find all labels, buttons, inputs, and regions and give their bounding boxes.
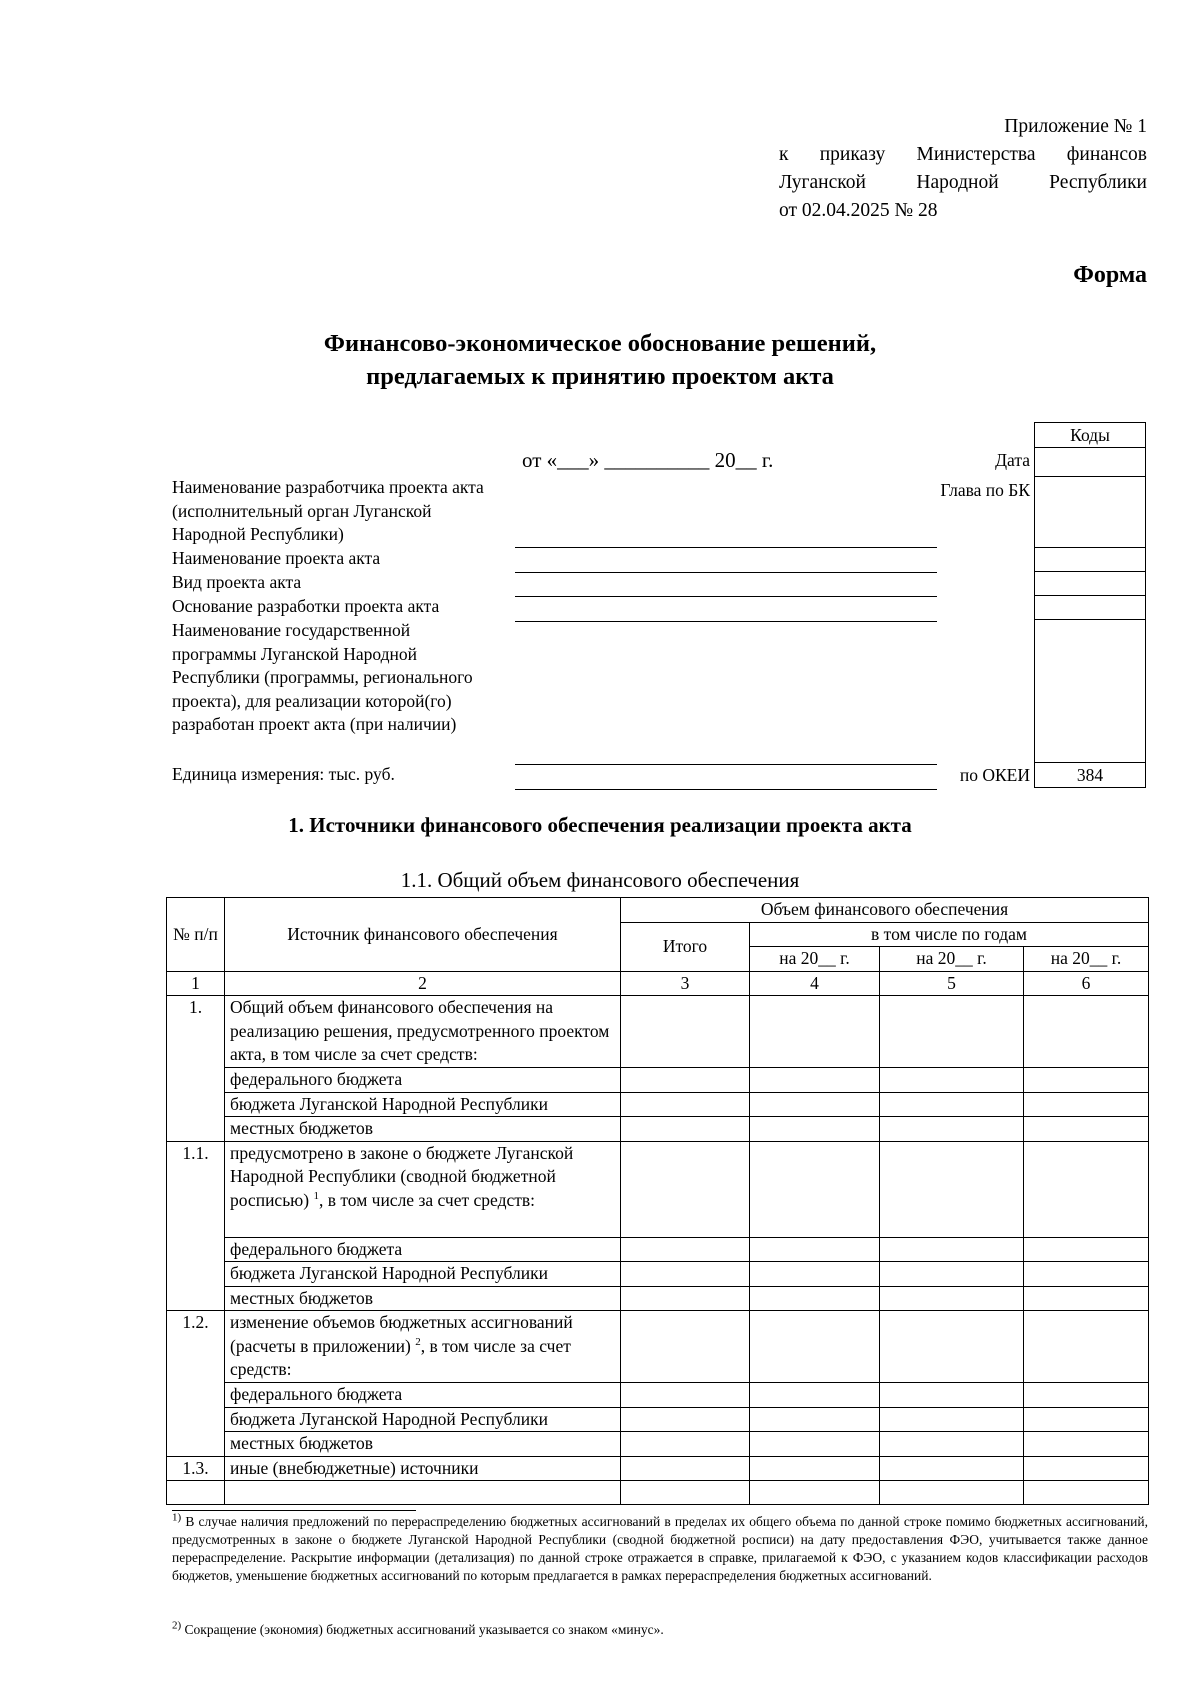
date-line[interactable]: от «___» __________ 20__ г. — [522, 448, 774, 472]
table-row — [167, 1383, 1149, 1408]
title-line1: Финансово-экономическое обоснование решений, — [323, 330, 877, 357]
value-cell[interactable] — [621, 1141, 750, 1237]
header-num: № п/п — [167, 898, 225, 972]
code-okei-cell: 384 — [1035, 763, 1146, 788]
header-year-3: на 20__ г. — [1024, 947, 1149, 972]
row-source — [225, 1311, 621, 1383]
code-act-name-cell[interactable] — [1035, 548, 1146, 572]
section1-title: 1. Источники финансового обеспечения реализации проекта акта — [288, 813, 912, 837]
row-source: местных бюджетов — [225, 1432, 621, 1457]
program-label: Наименование государственной программы Луганской Народной Республики (программы, регионального проекта), для реализации которой(го) разработан проект акта (при наличии) — [172, 620, 473, 734]
code-basis-cell[interactable] — [1035, 596, 1146, 620]
table-row — [167, 1432, 1149, 1457]
table-row — [167, 1456, 1149, 1481]
act-name-label: Наименование проекта акта — [172, 548, 381, 568]
value-cell[interactable] — [880, 1262, 1024, 1287]
table-row — [167, 1311, 1149, 1383]
row-source: Общий объем финансового обеспечения на реализацию решения, предусмотренного проектом акта, в том числе за счет средств: — [225, 996, 621, 1068]
unit-label: Единица измерения: тыс. руб. — [172, 764, 395, 784]
col-number: 4 — [750, 971, 880, 996]
value-cell[interactable] — [621, 1481, 750, 1505]
footnote-2-text: Сокращение (экономия) бюджетных ассигнований указывается со знаком «минус». — [184, 1622, 664, 1637]
value-cell[interactable] — [750, 1481, 880, 1505]
value-cell[interactable] — [750, 1262, 880, 1287]
value-cell[interactable] — [1024, 1286, 1149, 1311]
appendix-word: к — [779, 144, 789, 165]
header-year-1: на 20__ г. — [750, 947, 880, 972]
document-title — [0, 327, 1200, 393]
value-cell[interactable] — [880, 1432, 1024, 1457]
header-total: Итого — [621, 922, 750, 971]
footnote-1 — [172, 1513, 1148, 1585]
footnote-1-text: В случае наличия предложений по перераспределению бюджетных ассигнований в пределах их общего объема по данной строке помимо бюджетных ассигнований, предусмотренных в законе о бюджете Луганской Народной Республики (сводной бюджетной росписи) на дату предоставления ФЭО, учитывается также данное перераспределение. Раскрытие информации (детализация) по данной строке отражается в справке, прилагаемой к ФЭО, с указанием кодов классификации расходов бюджетов, уменьшение бюджетных ассигнований по которым предлагается в рамках перераспределения бюджетных ассигнований. — [172, 1514, 1148, 1583]
appendix-word: Народной — [916, 172, 999, 193]
value-cell[interactable] — [621, 1383, 750, 1408]
value-cell[interactable] — [1024, 1068, 1149, 1093]
value-cell[interactable] — [880, 1481, 1024, 1505]
table-row — [167, 1068, 1149, 1093]
value-cell[interactable] — [1024, 1237, 1149, 1262]
row-source: федерального бюджета — [225, 1068, 621, 1093]
value-cell[interactable] — [621, 1237, 750, 1262]
appendix-word: Луганской — [779, 172, 866, 193]
col-number: 5 — [880, 971, 1024, 996]
table-row — [167, 1407, 1149, 1432]
value-cell[interactable] — [750, 1117, 880, 1142]
appendix-word: приказу — [819, 144, 886, 165]
row-source: бюджета Луганской Народной Республики — [225, 1407, 621, 1432]
value-cell[interactable] — [621, 1456, 750, 1481]
section1-subtitle: 1.1. Общий объем финансового обеспечения — [400, 868, 800, 892]
appendix-line4: от 02.04.2025 № 28 — [779, 200, 938, 221]
row-source: иные (внебюджетные) источники — [225, 1456, 621, 1481]
value-cell[interactable] — [880, 1456, 1024, 1481]
code-chapter-cell[interactable] — [1035, 477, 1146, 548]
developer-label: Наименование разработчика проекта акта (исполнительный орган Луганской Народной Республики) — [172, 477, 484, 544]
value-cell[interactable] — [621, 1068, 750, 1093]
row-source — [225, 1141, 621, 1237]
row-source-text-after: , в том числе за счет средств: — [230, 1335, 571, 1379]
row-source-text: предусмотрено в законе о бюджете Луганской Народной Республики (сводной бюджетной росписью) — [230, 1142, 574, 1210]
header-by-years: в том числе по годам — [750, 922, 1149, 947]
table-row — [167, 1117, 1149, 1142]
value-cell[interactable] — [1024, 1262, 1149, 1287]
value-cell[interactable] — [621, 1432, 750, 1457]
title-line2: предлагаемых к принятию проектом акта — [366, 363, 834, 390]
program-field[interactable] — [515, 764, 937, 765]
value-cell[interactable] — [880, 1068, 1024, 1093]
row-source: федерального бюджета — [225, 1383, 621, 1408]
value-cell[interactable] — [750, 1141, 880, 1237]
value-cell[interactable] — [1024, 1311, 1149, 1383]
act-name-field[interactable] — [515, 572, 937, 573]
value-cell[interactable] — [750, 1068, 880, 1093]
value-cell[interactable] — [750, 1286, 880, 1311]
value-cell[interactable] — [621, 1092, 750, 1117]
value-cell[interactable] — [880, 1383, 1024, 1408]
row-source-text-after: , в том числе за счет средств: — [318, 1189, 536, 1210]
footnote-ref: 1 — [313, 1189, 319, 1202]
table-row — [167, 1237, 1149, 1262]
value-cell[interactable] — [1024, 1092, 1149, 1117]
value-cell[interactable] — [621, 1407, 750, 1432]
value-cell[interactable] — [750, 1407, 880, 1432]
value-cell[interactable] — [880, 1117, 1024, 1142]
chapter-code-label: Глава по БК — [940, 480, 1030, 500]
value-cell[interactable] — [750, 1092, 880, 1117]
appendix-block — [779, 113, 1147, 225]
footnote-1-mark: 1) — [172, 1511, 182, 1524]
row-number: 1.3. — [167, 1456, 225, 1481]
act-type-label: Вид проекта акта — [172, 572, 302, 592]
codes-table — [1034, 422, 1146, 788]
table-row — [167, 1092, 1149, 1117]
form-label: Форма — [1073, 262, 1147, 288]
row-number: 1.2. — [167, 1311, 225, 1457]
value-cell[interactable] — [750, 1237, 880, 1262]
codes-header: Коды — [1035, 423, 1146, 448]
developer-field[interactable] — [515, 547, 937, 548]
value-cell[interactable] — [750, 1311, 880, 1383]
value-cell[interactable] — [621, 1286, 750, 1311]
value-cell[interactable] — [750, 1383, 880, 1408]
value-cell[interactable] — [880, 1311, 1024, 1383]
row-source-text: изменение объемов бюджетных ассигнований (расчеты в приложении) — [230, 1312, 573, 1356]
row-source — [225, 1481, 621, 1505]
appendix-line3 — [779, 169, 1147, 197]
appendix-line2 — [779, 141, 1147, 169]
row-number — [167, 1481, 225, 1505]
value-cell[interactable] — [880, 1407, 1024, 1432]
footnote-separator — [172, 1510, 416, 1511]
footnote-2-mark: 2) — [172, 1619, 182, 1632]
row-source: федерального бюджета — [225, 1237, 621, 1262]
value-cell[interactable] — [621, 1262, 750, 1287]
table-row — [167, 1286, 1149, 1311]
appendix-line1: Приложение № 1 — [1004, 116, 1147, 137]
value-cell[interactable] — [880, 1286, 1024, 1311]
col-number: 1 — [167, 971, 225, 996]
row-source: местных бюджетов — [225, 1286, 621, 1311]
appendix-word: финансов — [1066, 144, 1147, 165]
value-cell[interactable] — [750, 996, 880, 1068]
value-cell[interactable] — [1024, 1456, 1149, 1481]
col-number: 2 — [225, 971, 621, 996]
table-row — [167, 1481, 1149, 1505]
code-act-type-cell[interactable] — [1035, 572, 1146, 596]
value-cell[interactable] — [621, 996, 750, 1068]
finance-table — [166, 897, 1149, 1505]
row-number: 1. — [167, 996, 225, 1142]
row-source: бюджета Луганской Народной Республики — [225, 1262, 621, 1287]
footnote-ref: 2 — [415, 1335, 421, 1348]
value-cell[interactable] — [750, 1432, 880, 1457]
value-cell[interactable] — [1024, 1117, 1149, 1142]
appendix-word: Министерства — [916, 144, 1036, 165]
value-cell[interactable] — [880, 1092, 1024, 1117]
header-volume: Объем финансового обеспечения — [621, 898, 1149, 923]
code-program-cell[interactable] — [1035, 620, 1146, 763]
header-source: Источник финансового обеспечения — [225, 898, 621, 972]
footnote-2 — [172, 1621, 1148, 1639]
okei-label: по ОКЕИ — [959, 765, 1030, 785]
col-number: 3 — [621, 971, 750, 996]
table-row — [167, 1262, 1149, 1287]
value-cell[interactable] — [1024, 1432, 1149, 1457]
date-code-label: Дата — [995, 450, 1030, 470]
value-cell[interactable] — [880, 1237, 1024, 1262]
value-cell[interactable] — [621, 1311, 750, 1383]
value-cell[interactable] — [880, 996, 1024, 1068]
value-cell[interactable] — [1024, 1481, 1149, 1505]
table-row — [167, 996, 1149, 1068]
act-type-field[interactable] — [515, 596, 937, 597]
row-source: местных бюджетов — [225, 1117, 621, 1142]
value-cell[interactable] — [1024, 1383, 1149, 1408]
value-cell[interactable] — [621, 1117, 750, 1142]
table-row — [167, 1141, 1149, 1237]
unit-field[interactable] — [515, 789, 937, 790]
basis-field[interactable] — [515, 621, 937, 622]
basis-label: Основание разработки проекта акта — [172, 596, 440, 616]
code-date-cell[interactable] — [1035, 448, 1146, 477]
value-cell[interactable] — [1024, 1407, 1149, 1432]
value-cell[interactable] — [750, 1456, 880, 1481]
header-year-2: на 20__ г. — [880, 947, 1024, 972]
appendix-word: Республики — [1049, 172, 1147, 193]
row-number: 1.1. — [167, 1141, 225, 1311]
row-source: бюджета Луганской Народной Республики — [225, 1092, 621, 1117]
value-cell[interactable] — [1024, 996, 1149, 1068]
value-cell[interactable] — [1024, 1141, 1149, 1237]
col-number: 6 — [1024, 971, 1149, 996]
value-cell[interactable] — [880, 1141, 1024, 1237]
